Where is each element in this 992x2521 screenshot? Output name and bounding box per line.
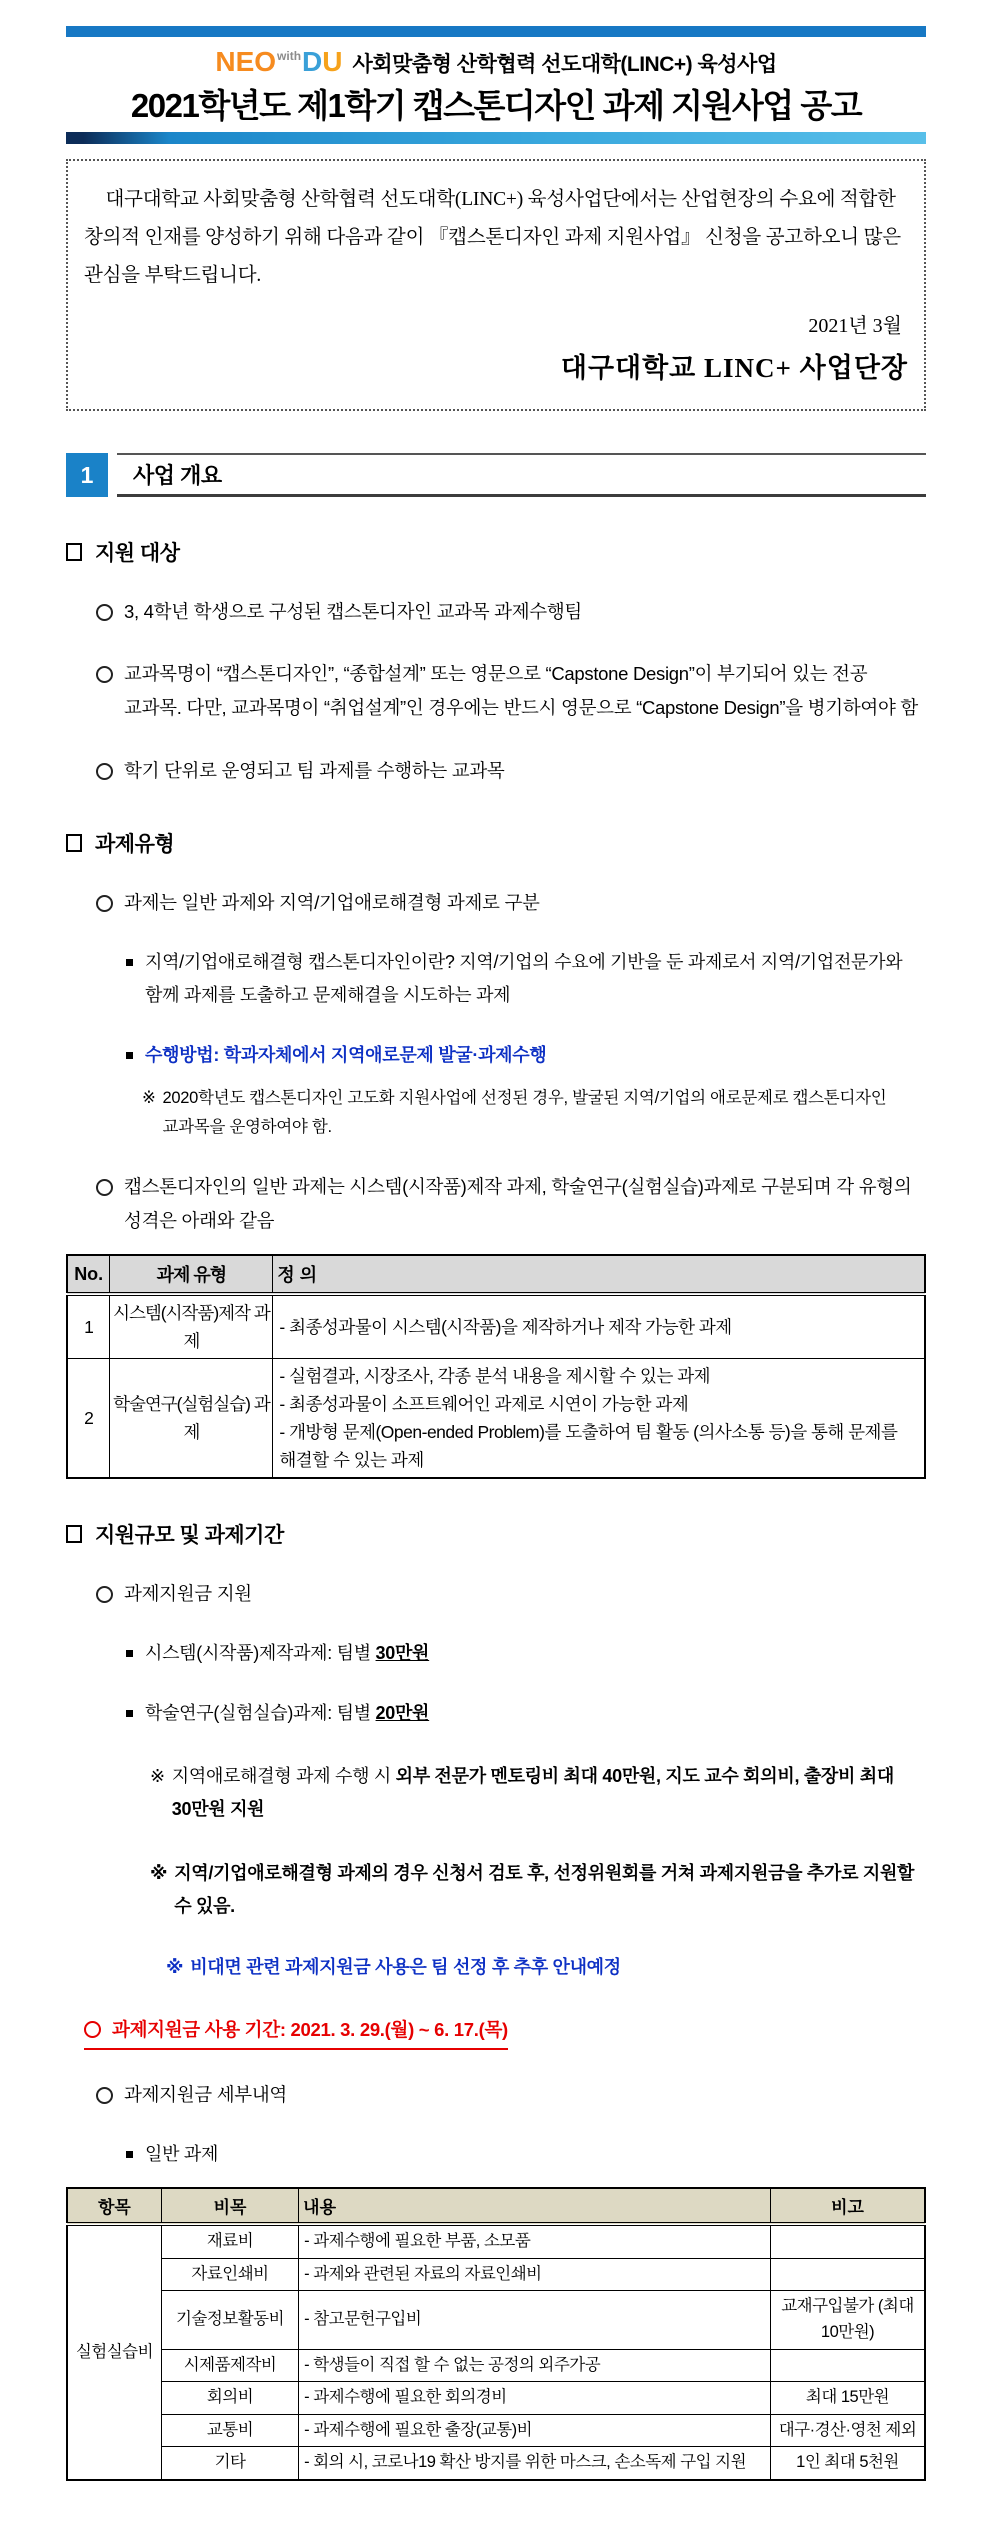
grant-amount: 30만원 xyxy=(375,1643,430,1664)
square-bullet-icon xyxy=(66,834,82,852)
list-item xyxy=(96,754,926,788)
table-row xyxy=(67,2291,925,2349)
intro-date: 2021년 3월 xyxy=(808,315,902,338)
heading-support-target xyxy=(66,537,926,567)
sub-list-item-general xyxy=(126,2138,926,2171)
cell-content: - 참고문헌구입비 xyxy=(299,2291,771,2349)
reference-note-mentoring xyxy=(150,1760,926,1827)
program-label: 사회맞춤형 산학협력 선도대학(LINC+) 육성사업 xyxy=(352,53,777,76)
cell-item: 기술정보활동비 xyxy=(161,2291,298,2349)
sub-list-item-system-grant xyxy=(126,1637,926,1670)
reference-note xyxy=(142,1084,926,1142)
intro-signature: 대구대학교 LINC+ 사업단장 xyxy=(560,353,908,384)
circle-bullet-icon xyxy=(96,763,113,780)
definition-line: - 최종성과물이 시스템(시작품)을 제작하거나 제작 가능한 과제 xyxy=(279,1317,732,1338)
small-square-bullet-icon xyxy=(126,2151,133,2158)
heading-support-target-label: 지원 대상 xyxy=(95,542,180,566)
logo-u-text: U xyxy=(322,46,343,77)
column-header-item: 비목 xyxy=(161,2188,298,2224)
definition-line: - 실험결과, 시장조사, 각종 분석 내용을 제시할 수 있는 과제 xyxy=(279,1366,711,1387)
heading-support-scale xyxy=(66,1519,926,1549)
list-item-text: 과제지원금 세부내역 xyxy=(124,2083,287,2105)
document-header xyxy=(66,46,926,78)
sub-list-item-research-grant xyxy=(126,1697,926,1730)
list-item-text: 과제지원금 지원 xyxy=(124,1583,252,1605)
heading-support-scale-label: 지원규모 및 과제기간 xyxy=(95,1524,284,1548)
top-blue-bar xyxy=(66,26,926,37)
table-row xyxy=(67,2447,925,2480)
cell-category: 실험실습비 xyxy=(67,2224,161,2480)
cell-definition xyxy=(273,1294,925,1359)
cell-item: 회의비 xyxy=(161,2382,298,2415)
sub-list-item xyxy=(126,946,926,1013)
reference-mark-icon: ※ xyxy=(142,1089,156,1108)
small-square-bullet-icon xyxy=(126,1650,133,1657)
cell-content: - 회의 시, 코로나19 확산 방지를 위한 마스크, 손소독제 구입 지원 xyxy=(299,2447,771,2480)
grant-period-text: 과제지원금 사용 기간: 2021. 3. 29.(월) ~ 6. 17.(목) xyxy=(112,2018,508,2040)
cell-content: - 학생들이 직접 할 수 없는 공정의 외주가공 xyxy=(299,2349,771,2382)
table-row xyxy=(67,1359,925,1479)
list-item-text: 캡스톤디자인의 일반 과제는 시스템(시작품)제작 과제, 학술연구(실험실습)과제로 구분되며 각 유형의 성격은 아래와 같음 xyxy=(124,1175,912,1231)
page-title: 2021학년도 제1학기 캡스톤디자인 과제 지원사업 공고 xyxy=(130,87,862,124)
circle-bullet-icon xyxy=(96,1586,113,1603)
note-prefix: 지역애로해결형 과제 수행 시 xyxy=(171,1766,396,1787)
circle-bullet-icon xyxy=(96,666,113,683)
grant-prefix: 학술연구(실험실습)과제: 팀별 xyxy=(145,1702,376,1723)
neo-with-du-logo xyxy=(215,46,342,78)
note-strong: 외부 전문가 멘토링비 최대 40만원, 지도 교수 회의비, 출장비 최대 30만원 지원 xyxy=(171,1766,894,1820)
grant-prefix: 시스템(시작품)제작과제: 팀별 xyxy=(145,1643,376,1664)
intro-box xyxy=(66,159,926,411)
cell-definition xyxy=(273,1359,925,1479)
cell-remark: 1인 최대 5천원 xyxy=(771,2447,925,2480)
column-header-definition: 정 의 xyxy=(273,1255,925,1294)
list-item xyxy=(96,886,926,920)
list-item-text: 과제는 일반 과제와 지역/기업애로해결형 과제로 구분 xyxy=(124,891,540,913)
circle-bullet-icon xyxy=(96,895,113,912)
cell-item: 시제품제작비 xyxy=(161,2349,298,2382)
list-item xyxy=(96,1577,926,1611)
sub-list-item-method xyxy=(126,1039,926,1072)
section-1-header xyxy=(66,453,926,497)
cell-no: 1 xyxy=(67,1294,110,1359)
grant-amount: 20만원 xyxy=(375,1702,430,1723)
column-header-content: 내용 xyxy=(299,2188,771,2224)
table-row xyxy=(67,2414,925,2447)
grant-text xyxy=(145,1697,429,1730)
cell-item: 재료비 xyxy=(161,2224,298,2258)
heading-task-type xyxy=(66,828,926,858)
cell-type: 시스템(시작품)제작 과제 xyxy=(110,1294,273,1359)
logo-with-text: with xyxy=(277,49,302,63)
column-header-type: 과제 유형 xyxy=(110,1255,273,1294)
cell-type: 학술연구(실험실습) 과제 xyxy=(110,1359,273,1479)
cell-remark xyxy=(771,2224,925,2258)
table-row xyxy=(67,2258,925,2291)
table-row xyxy=(67,2382,925,2415)
cell-item: 자료인쇄비 xyxy=(161,2258,298,2291)
cell-remark xyxy=(771,2349,925,2382)
logo-d-text: D xyxy=(302,46,323,77)
list-item-text: 3, 4학년 학생으로 구성된 캡스톤디자인 교과목 과제수행팀 xyxy=(124,601,582,623)
intro-text: 대구대학교 사회맞춤형 산학협력 선도대학(LINC+) 육성사업단에서는 산업현장의 수요에 적합한 창의적 인재를 양성하기 위해 다음과 같이 『캡스톤디자인 과제 지원사업』 신청을 공고하오니 많은 관심을 부탁드립니다. xyxy=(84,189,901,287)
reference-note-text: 2020학년도 캡스톤디자인 고도화 지원사업에 선정된 경우, 발굴된 지역/기업의 애로문제로 캡스톤디자인 교과목을 운영하여야 함. xyxy=(162,1089,887,1136)
small-square-bullet-icon xyxy=(126,959,133,966)
list-item xyxy=(96,657,926,725)
cell-content: - 과제수행에 필요한 부품, 소모품 xyxy=(299,2224,771,2258)
cell-item: 교통비 xyxy=(161,2414,298,2447)
column-header-category: 항목 xyxy=(67,2188,161,2224)
cell-remark: 교재구입불가 (최대 10만원) xyxy=(771,2291,925,2349)
sub-list-item-text: 일반 과제 xyxy=(145,2143,219,2164)
table-header-row xyxy=(67,1255,925,1294)
square-bullet-icon xyxy=(66,543,82,561)
table-row xyxy=(67,2224,925,2258)
heading-task-type-label: 과제유형 xyxy=(95,832,175,856)
task-type-table xyxy=(66,1254,926,1479)
cell-remark: 대구·경산·영천 제외 xyxy=(771,2414,925,2447)
cell-no: 2 xyxy=(67,1359,110,1479)
reference-note-text: 지역/기업애로해결형 과제의 경우 신청서 검토 후, 선정위원회를 거쳐 과제지원금을 추가로 지원할 수 있음. xyxy=(174,1862,915,1916)
reference-mark-icon: ※ xyxy=(150,1766,165,1787)
circle-bullet-icon xyxy=(96,604,113,621)
cell-content: - 과제와 관련된 자료의 자료인쇄비 xyxy=(299,2258,771,2291)
logo-neo-text: NEO xyxy=(215,46,277,77)
table-header-row xyxy=(67,2188,925,2224)
table-row xyxy=(67,1294,925,1359)
reference-mark-icon: ※ xyxy=(150,1862,168,1883)
grant-text xyxy=(145,1637,429,1670)
cell-remark: 최대 15만원 xyxy=(771,2382,925,2415)
list-item xyxy=(96,595,926,629)
cell-content: - 과제수행에 필요한 출장(교통)비 xyxy=(299,2414,771,2447)
section-number-badge: 1 xyxy=(66,453,108,497)
circle-bullet-icon xyxy=(96,1179,113,1196)
list-item-text: 교과목명이 “캡스톤디자인”, “종합설계” 또는 영문으로 “Capstone Design”이 부기되어 있는 전공 교과목. 다만, 교과목명이 “취업설계”인 경우에는 반드시 영문으로 “Capstone Design”을 병기하여야 함 xyxy=(124,663,918,719)
definition-line: - 최종성과물이 소프트웨어인 과제로 시연이 가능한 과제 xyxy=(279,1394,689,1415)
cell-remark xyxy=(771,2258,925,2291)
grant-period-item xyxy=(84,2013,926,2050)
small-square-bullet-icon xyxy=(126,1710,133,1717)
list-item xyxy=(96,2078,926,2112)
list-item xyxy=(96,1170,926,1238)
method-text: 수행방법: 학과자체에서 지역애로문제 발굴·과제수행 xyxy=(145,1044,547,1065)
reference-mark-icon: ※ xyxy=(166,1957,184,1978)
budget-detail-table xyxy=(66,2187,926,2481)
reference-note-text: 비대면 관련 과제지원금 사용은 팀 선정 후 추후 안내예정 xyxy=(190,1957,621,1978)
sub-list-item-text: 지역/기업애로해결형 캡스톤디자인이란? 지역/기업의 수요에 기반을 둔 과제로서 지역/기업전문가와 함께 과제를 도출하고 문제해결을 시도하는 과제 xyxy=(145,952,903,1006)
section-title: 사업 개요 xyxy=(117,453,926,497)
list-item-text: 학기 단위로 운영되고 팀 과제를 수행하는 교과목 xyxy=(124,759,505,781)
reference-note-extra-grant xyxy=(150,1857,926,1924)
definition-line: - 개방형 문제(Open-ended Problem)를 도출하여 팀 활동 (의사소통 등)을 통해 문제를 해결할 수 있는 과제 xyxy=(279,1422,898,1471)
square-bullet-icon xyxy=(66,1525,82,1543)
circle-bullet-icon xyxy=(84,2021,101,2038)
grant-period-underline xyxy=(84,2013,508,2050)
cell-content: - 과제수행에 필요한 회의경비 xyxy=(299,2382,771,2415)
column-header-no: No. xyxy=(67,1255,110,1294)
cell-item: 기타 xyxy=(161,2447,298,2480)
reference-note-text xyxy=(172,1760,926,1827)
circle-bullet-icon xyxy=(96,2087,113,2104)
title-underline-bar xyxy=(66,132,926,144)
table-row xyxy=(67,2349,925,2382)
reference-note-contactless xyxy=(166,1951,926,1984)
column-header-remark: 비고 xyxy=(771,2188,925,2224)
small-square-bullet-icon xyxy=(126,1052,133,1059)
